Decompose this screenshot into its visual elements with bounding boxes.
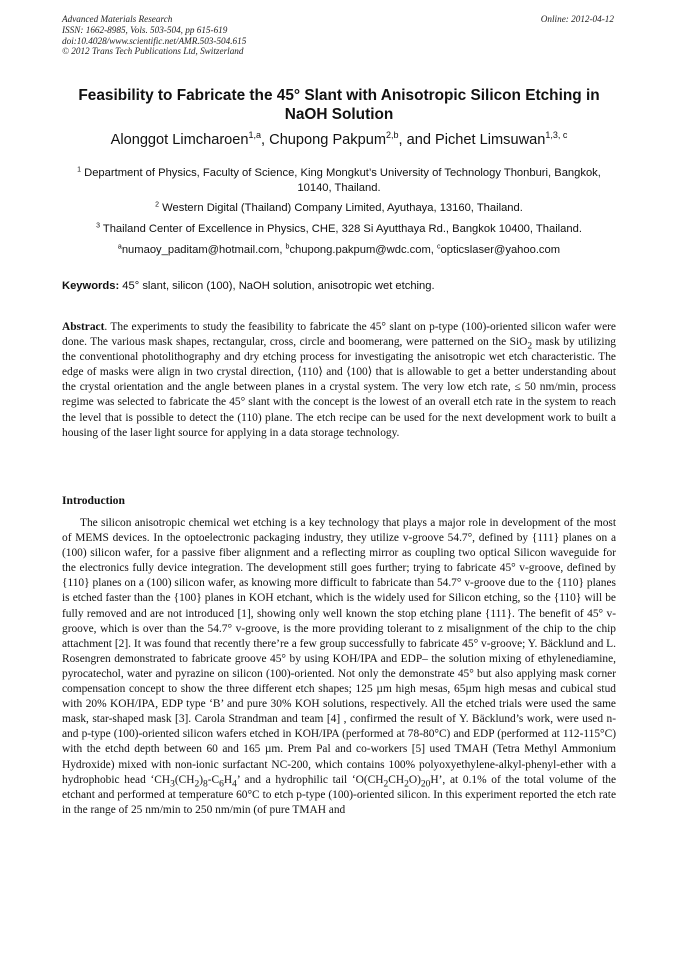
introduction-paragraph xyxy=(62,516,616,818)
abstract-text: . The experiments to study the feasibility to fabricate the 45° slant on p-type (100)-oriented silicon wafer were done. The various mask shapes, rectangular, cross, circle and boomerang, were patterned on the SiO xyxy=(62,321,616,349)
intro-text: ) xyxy=(199,773,204,786)
email-separator: , xyxy=(430,244,438,256)
author-list xyxy=(62,131,616,149)
intro-subscript: 3 xyxy=(170,778,175,789)
author-name: Pichet Limsuwan xyxy=(435,132,546,148)
intro-text: (CH xyxy=(174,773,195,786)
affiliation-mark: 2 xyxy=(155,201,160,209)
intro-text: H’, at 0.1% of the total volume of the etchant and performed at temperature 60°C to etch p-type (100)-oriented silicon. In this experiment reported the etch rate in the range of 25 nm/min to 250 nm/min (of pure TMAH and xyxy=(62,773,616,816)
intro-subscript: 6 xyxy=(219,778,224,789)
intro-subscript: 2 xyxy=(194,778,200,789)
affiliation-text: Department of Physics, Faculty of Science, King Mongkut’s University of Technology Thonburi, Bangkok, 10140, Thailand. xyxy=(84,167,601,194)
copyright-line: © 2012 Trans Tech Publications Ltd, Switzerland xyxy=(62,46,244,57)
intro-subscript: 4 xyxy=(232,778,237,789)
online-date: Online: 2012-04-12 xyxy=(540,14,614,24)
author-name: Chupong Pakpum xyxy=(269,132,386,148)
abstract xyxy=(62,320,616,441)
intro-text: H xyxy=(223,773,233,786)
email-separator: , xyxy=(279,244,286,256)
author-affiliation-mark: 2,b xyxy=(386,130,399,141)
email-address: chupong.pakpum@wdc.com xyxy=(289,244,431,256)
author-emails xyxy=(62,243,616,258)
doi-line: doi:10.4028/www.scientific.net/AMR.503-504.615 xyxy=(62,35,247,46)
email-mark: b xyxy=(285,243,290,251)
author-name: Alonggot Limcharoen xyxy=(110,132,249,148)
author-affiliation-mark: 1,3, c xyxy=(545,130,568,141)
abstract-text: mask by utilizing the conventional photolithography and dry etching process for investigating the anisotropic wet etch characteristic. The edge of masks were align in two crystal direction, ⟨110⟩ and ⟨100⟩ that is allowable to get a better understanding about the crystal orientation and the angle between planes in a crystal system. The very low etch rate, ≤ 50 nm/min, process regime was selected to fabricate the 45° slant with the concept is the lowest of an overall etch rate in the system to reach the level that is possible to detect the (110) plane. The etch recipe can be used for the next development work to built a housing of the laser light source for applying in a data storage technology. xyxy=(62,336,616,439)
keywords xyxy=(62,279,616,293)
keywords-text: 45° slant, silicon (100), NaOH solution, anisotropic wet etching. xyxy=(119,280,435,292)
intro-subscript: 2 xyxy=(383,778,389,789)
intro-text: ’ and a hydrophilic tail ‘O(CH xyxy=(236,773,384,786)
author-separator: , and xyxy=(398,132,436,148)
paper-title: Feasibility to Fabricate the 45° Slant with Anisotropic Silicon Etching in NaOH Solution xyxy=(78,87,600,123)
author-separator: , xyxy=(261,132,270,148)
journal-header xyxy=(62,14,246,57)
email-address: numaoy_paditam@hotmail.com xyxy=(121,244,280,256)
issn-line: ISSN: 1662-8985, Vols. 503-504, pp 615-619 xyxy=(62,24,228,35)
affiliation-2 xyxy=(62,201,616,216)
affiliation-text: Thailand Center of Excellence in Physics, CHE, 328 Si Ayutthaya Rd., Bangkok 10400, Thailand. xyxy=(102,223,582,235)
intro-text: -C xyxy=(207,773,220,786)
email-mark: c xyxy=(437,243,441,251)
affiliation-1 xyxy=(62,166,616,195)
affiliation-3 xyxy=(62,222,616,237)
journal-name: Advanced Materials Research xyxy=(62,14,173,24)
affiliation-text: Western Digital (Thailand) Company Limited, Ayuthaya, 13160, Thailand. xyxy=(162,202,523,214)
abstract-label: Abstract xyxy=(62,321,105,333)
email-address: opticslaser@yahoo.com xyxy=(440,244,561,256)
affiliation-mark: 3 xyxy=(96,222,100,230)
email-mark: a xyxy=(117,243,122,251)
intro-text: CH xyxy=(388,773,405,786)
intro-text: O) xyxy=(408,773,421,786)
section-heading-introduction: Introduction xyxy=(62,494,125,507)
intro-text: The silicon anisotropic chemical wet etching is a key technology that plays a major role in development of the most of MEMS devices. In the optoelectronic packaging industry, they utilize v-groove 54.7°, defined by {111} planes on a (100) silicon wafer, for a passive fiber alignment and a reflecting mirror as coupling two optical Silicon waveguide for the electronics fully device integration. The development still goes further; trying to fabricate 45° v-groove, defined by {110} planes on a (100) silicon wafer, as knowing more difficult to fabricate than 54.7° v-groove due to the {110} planes is etched faster than the {100} planes in KOH etchant, which is the widely used for Silicon etching, so the {110} will be fully removed and are not introduced [1], showing only well known the stop etching plane {111}. The benefit of 45° v-groove, which is over than the 54.7° v-groove, is the more providing tolerant to z misalignment of the chip to the chip attachment [2]. It was found that recently there’re a few group successfully to fabricate 45° v-groove; Y. Bäcklund and L. Rosengren demonstrated to fabricate groove 45° by using KOH/IPA and EDP– the solution mixing of ethylenediamine, pyrocatechol, water and pyrazine on silicon (100)-oriented. Not only the demonstrate 45° but also applying mask corner compensation concept to show the three different etch shapes; 125 µm high mesas, 65µm high mesas and cubical stud with 20% KOH/IPA, EDP type ‘B’ and pure 30% KOH solutions, respectively. All the etched trials were used the same mask, star-shaped mask [3]. Carola Strandman and team [4] , confirmed the result of Y. Bäcklund’s work, were used n- and p-type (100)-oriented silicon wafers etched in KOH/IPA (performed at 78-80°C) and EDP (performed at 112-115°C) with the etchd depth between 60 and 165 µm. Prem Pal and co-workers [5] used TMAH (Tetra Methyl Ammonium Hydroxide) mixed with non-ionic surfactant NC-200, which contains 100% polyoxyethylene-alkyl-phenyl-ether with a hydrophobic head ‘CH xyxy=(62,517,616,786)
intro-subscript: 2 xyxy=(404,778,409,789)
author-affiliation-mark: 1,a xyxy=(248,130,262,141)
abstract-subscript: 2 xyxy=(527,341,533,352)
intro-subscript: 20 xyxy=(420,778,431,789)
affiliation-mark: 1 xyxy=(77,166,82,174)
keywords-label: Keywords: xyxy=(62,280,120,292)
intro-subscript: 8 xyxy=(203,778,208,789)
